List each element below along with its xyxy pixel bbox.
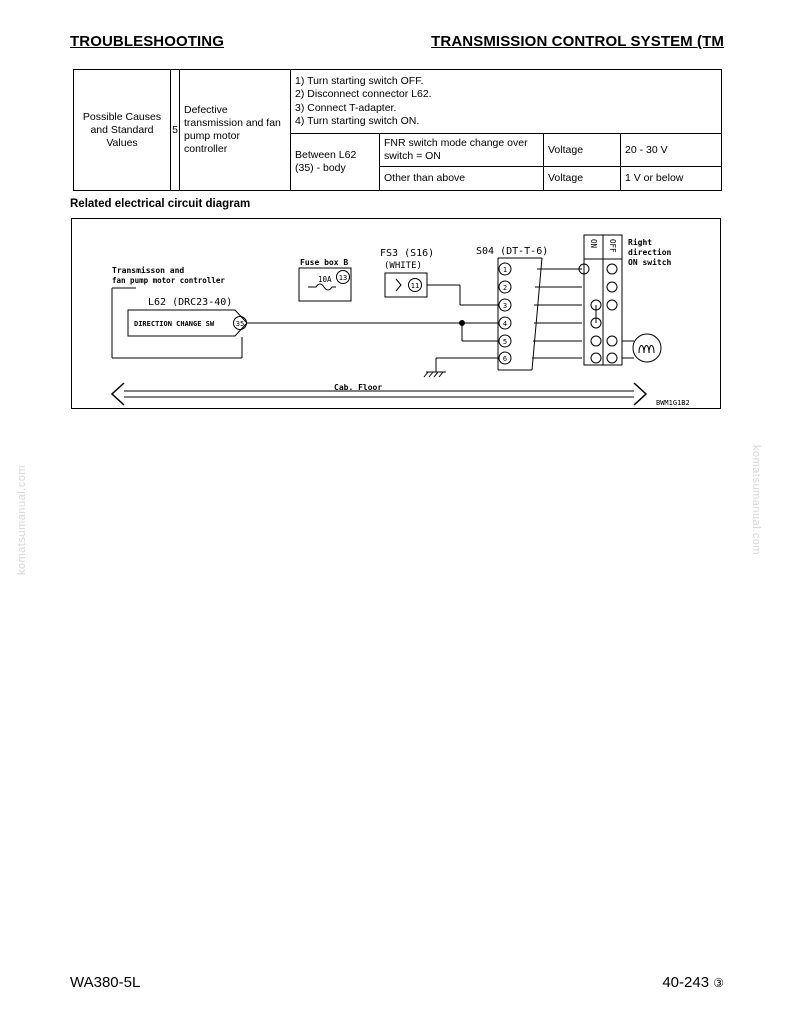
- switch-contact: [607, 336, 617, 346]
- switch-label-3: ON switch: [628, 258, 672, 267]
- header-title: TRANSMISSION CONTROL SYSTEM (TM: [431, 33, 724, 50]
- switch-contact: [607, 353, 617, 363]
- watermark-right: komatsumanual.com: [750, 445, 762, 555]
- page-number: 40-243: [662, 974, 710, 991]
- switch-contact: [591, 353, 601, 363]
- floor-arrow-right: [634, 383, 646, 405]
- switch-on-label: ON: [589, 239, 598, 249]
- ground-hatch: [424, 372, 443, 377]
- fuse-symbol: [308, 284, 336, 290]
- condition-2: Other than above: [380, 167, 544, 191]
- fuse-box: [299, 268, 351, 301]
- item-1: Voltage: [544, 134, 621, 167]
- figure-code: BWM1G1B2: [656, 399, 690, 407]
- switch-contact: [591, 336, 601, 346]
- floor-arrow-left: [112, 383, 124, 405]
- watermark-left: komatsumanual.com: [16, 465, 28, 575]
- condition-1: FNR switch mode change over switch = ON: [380, 134, 544, 167]
- step-3: 3) Connect T-adapter.: [295, 101, 397, 114]
- cause-table: [73, 69, 722, 191]
- fs3-pin-label: 11: [410, 282, 420, 290]
- measure-point: Between L62 (35) - body: [291, 134, 380, 191]
- causes-label: Possible Causes and Standard Values: [74, 70, 171, 191]
- step-1: 1) Turn starting switch OFF.: [295, 74, 424, 87]
- fs3-label: FS3 (S16): [380, 248, 435, 259]
- step-2: 2) Disconnect connector L62.: [295, 88, 432, 100]
- circuit-diagram-svg: [72, 219, 720, 408]
- cause-description: Defective transmission and fan pump motor controller: [180, 70, 291, 191]
- indicator-lamp: [633, 334, 661, 362]
- fuse-rating: 10A: [318, 275, 332, 284]
- section-title: Related electrical circuit diagram: [70, 198, 251, 210]
- switch-contact: [607, 264, 617, 274]
- footer-page: [662, 974, 724, 991]
- controller-name-2: fan pump motor controller: [112, 276, 225, 285]
- s04-pin-4-label: 4: [502, 320, 508, 328]
- header-section: TROUBLESHOOTING: [70, 33, 224, 50]
- switch-contact: [607, 282, 617, 292]
- step-4: 4) Turn starting switch ON.: [295, 115, 420, 127]
- footer-model: WA380-5L: [70, 974, 141, 991]
- s04-pin-5-label: 5: [502, 338, 508, 346]
- s04-label: S04 (DT-T-6): [476, 246, 549, 257]
- direction-change-sw-label: DIRECTION CHANGE SW: [134, 320, 215, 328]
- fs3-arrow: [396, 279, 401, 291]
- lamp-filament: [639, 346, 654, 354]
- s04-pin-2-label: 2: [502, 284, 508, 292]
- switch-label-2: direction: [628, 248, 672, 257]
- switch-label-1: Right: [628, 238, 653, 247]
- s04-pin-1-label: 1: [502, 266, 508, 274]
- fs3-color: (WHITE): [384, 261, 422, 271]
- s04-slant: [532, 258, 542, 370]
- connector-l62-label: L62 (DRC23-40): [148, 297, 233, 308]
- value-2: 1 V or below: [621, 167, 722, 191]
- s04-pin-6-label: 6: [502, 355, 508, 363]
- revision-mark: ③: [713, 976, 724, 990]
- switch-off-label: OFF: [608, 239, 617, 253]
- circuit-diagram: [71, 218, 721, 409]
- switch-contacts: [579, 264, 617, 363]
- fs3-connector: [385, 273, 427, 297]
- pin-35-label: 35: [235, 320, 245, 328]
- item-2: Voltage: [544, 167, 621, 191]
- value-1: 20 - 30 V: [621, 134, 722, 167]
- switch-contact: [607, 300, 617, 310]
- fuse-pin-label: 13: [338, 274, 348, 282]
- s04-pin-3-label: 3: [502, 302, 508, 310]
- cause-number: 5: [171, 70, 180, 191]
- s04-pins: [499, 263, 511, 364]
- procedure-steps: [291, 70, 722, 134]
- floor-label: Cab. Floor: [334, 383, 383, 392]
- controller-name-1: Transmisson and: [112, 266, 185, 275]
- fuse-box-label: Fuse box B: [300, 258, 349, 267]
